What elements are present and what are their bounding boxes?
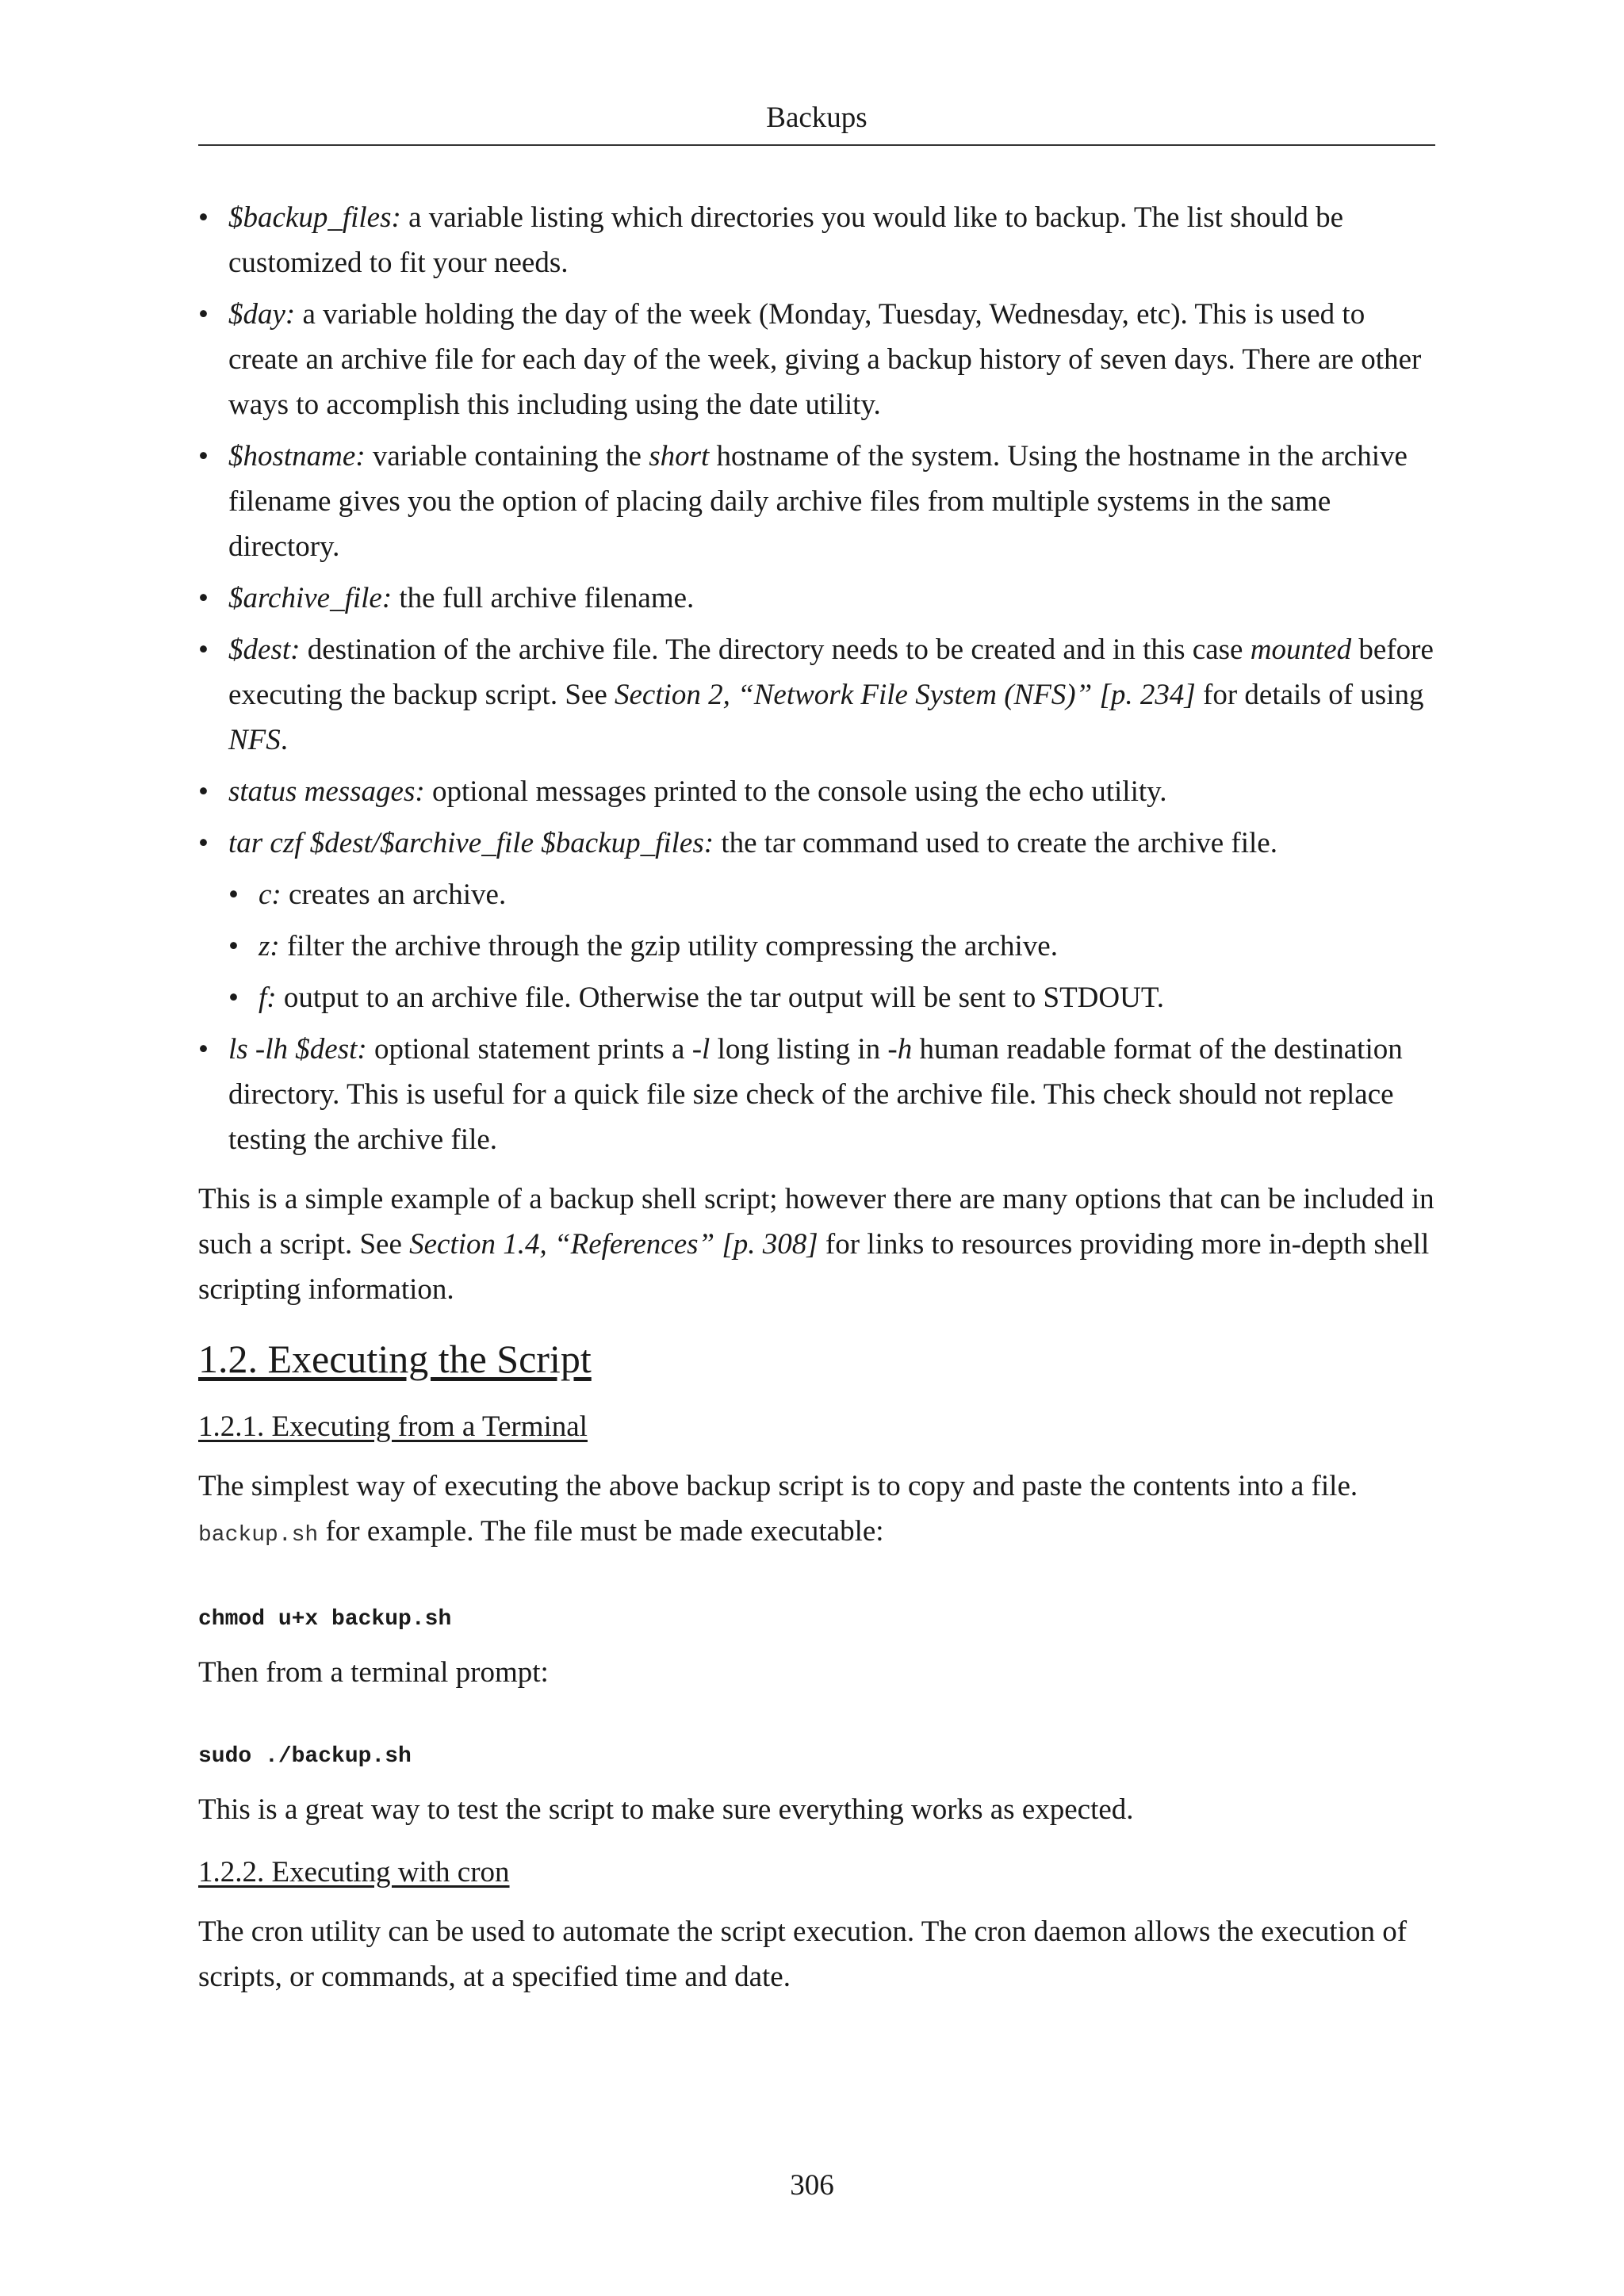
list-item bbox=[198, 821, 1435, 1020]
list-item bbox=[198, 769, 1435, 814]
intro-paragraph bbox=[198, 1177, 1435, 1312]
list-item-term: status messages: bbox=[228, 775, 425, 808]
list-item-term: f: bbox=[259, 982, 277, 1014]
list-item bbox=[198, 434, 1435, 569]
sub-list-item bbox=[228, 924, 1435, 969]
terminal-paragraph bbox=[198, 1464, 1435, 1558]
tar-options-list bbox=[228, 872, 1435, 1020]
list-item-text: optional messages printed to the console using the echo utility. bbox=[424, 775, 1167, 808]
emphasis-text: -h bbox=[887, 1033, 913, 1066]
nfs-section-link[interactable]: Section 2, “Network File System (NFS)” [p. 234] bbox=[615, 679, 1196, 711]
list-item-text: a variable holding the day of the week (Monday, Tuesday, Wednesday, etc). This is used to create an archive file for each day of the week, giving a backup history of seven days. There are other ways to accomplish this including using the date utility. bbox=[228, 298, 1422, 421]
list-item-text: before executing the backup script. See bbox=[228, 633, 1434, 711]
list-item bbox=[198, 195, 1435, 285]
list-item-term: c: bbox=[259, 878, 282, 911]
list-item-text: human readable format of the destination directory. This is useful for a quick file size check of the archive file. This check should not replace testing the archive file. bbox=[228, 1033, 1403, 1156]
list-item-term: $archive_file: bbox=[228, 582, 393, 614]
variable-list bbox=[198, 195, 1435, 1162]
running-header: Backups bbox=[198, 98, 1435, 146]
sub-list-item bbox=[228, 872, 1435, 917]
list-item-term: $day: bbox=[228, 298, 296, 331]
emphasis-text: NFS bbox=[228, 724, 281, 756]
list-item-text: filter the archive through the gzip utility compressing the archive. bbox=[279, 930, 1058, 962]
list-item bbox=[198, 292, 1435, 427]
list-item-term: $hostname: bbox=[228, 440, 366, 473]
sub-list-item bbox=[228, 975, 1435, 1020]
paragraph-text: The simplest way of executing the above backup script is to copy and paste the contents into a file. bbox=[198, 1470, 1358, 1502]
list-item-text: optional statement prints a bbox=[366, 1033, 692, 1066]
inline-filename: backup.sh bbox=[198, 1523, 319, 1548]
list-item bbox=[198, 576, 1435, 621]
list-item bbox=[198, 1027, 1435, 1162]
list-item bbox=[198, 627, 1435, 763]
list-item-term: ls -lh $dest: bbox=[228, 1033, 367, 1066]
references-section-link[interactable]: Section 1.4, “References” [p. 308] bbox=[409, 1228, 818, 1261]
paragraph-text: for links to resources providing more in-depth shell scripting information. bbox=[198, 1228, 1430, 1306]
list-item-text: hostname of the system. Using the hostname in the archive filename gives you the option of placing daily archive files from multiple systems in the same directory. bbox=[228, 440, 1408, 563]
page-number: 306 bbox=[790, 2169, 834, 2202]
terminal-prompt-paragraph: Then from a terminal prompt: bbox=[198, 1656, 549, 1689]
list-item-text: variable containing the bbox=[365, 440, 649, 473]
list-item-text: for details of using bbox=[1195, 679, 1424, 711]
emphasis-text: -l bbox=[691, 1033, 710, 1066]
section-heading: 1.2. Executing the Script bbox=[198, 1337, 592, 1381]
test-paragraph: This is a great way to test the script to make sure everything works as expected. bbox=[198, 1793, 1134, 1826]
paragraph-text: This is a simple example of a backup shell script; however there are many options that can be included in such a script. See bbox=[198, 1183, 1434, 1261]
list-item-term: $backup_files: bbox=[228, 201, 401, 234]
list-item-text: output to an archive file. Otherwise the tar output will be sent to STDOUT. bbox=[276, 982, 1164, 1014]
paragraph-text: for example. The file must be made executable: bbox=[318, 1515, 884, 1548]
subsection-heading-cron: 1.2.2. Executing with cron bbox=[198, 1856, 510, 1888]
code-block-chmod: chmod u+x backup.sh bbox=[198, 1607, 452, 1632]
list-item-term: z: bbox=[259, 930, 280, 962]
list-item-term: tar czf $dest/$archive_file $backup_files: bbox=[228, 827, 714, 859]
list-item-text: creates an archive. bbox=[281, 878, 507, 911]
cron-paragraph: The cron utility can be used to automate the script execution. The cron daemon allows the execution of scripts, or commands, at a specified time and date. bbox=[198, 1915, 1408, 1993]
list-item-text: . bbox=[280, 724, 289, 756]
subsection-heading-terminal: 1.2.1. Executing from a Terminal bbox=[198, 1410, 588, 1443]
list-item-text: long listing in bbox=[710, 1033, 888, 1066]
emphasis-text: short bbox=[649, 440, 710, 473]
code-block-run: sudo ./backup.sh bbox=[198, 1744, 412, 1769]
list-item-text: a variable listing which directories you would like to backup. The list should be customized to fit your needs. bbox=[228, 201, 1344, 279]
emphasis-text: mounted bbox=[1250, 633, 1352, 666]
list-item-text: the full archive filename. bbox=[392, 582, 695, 614]
list-item-term: $dest: bbox=[228, 633, 301, 666]
list-item-text: the tar command used to create the archive file. bbox=[714, 827, 1277, 859]
page-content bbox=[198, 195, 1435, 1999]
list-item-text: destination of the archive file. The directory needs to be created and in this case bbox=[300, 633, 1251, 666]
